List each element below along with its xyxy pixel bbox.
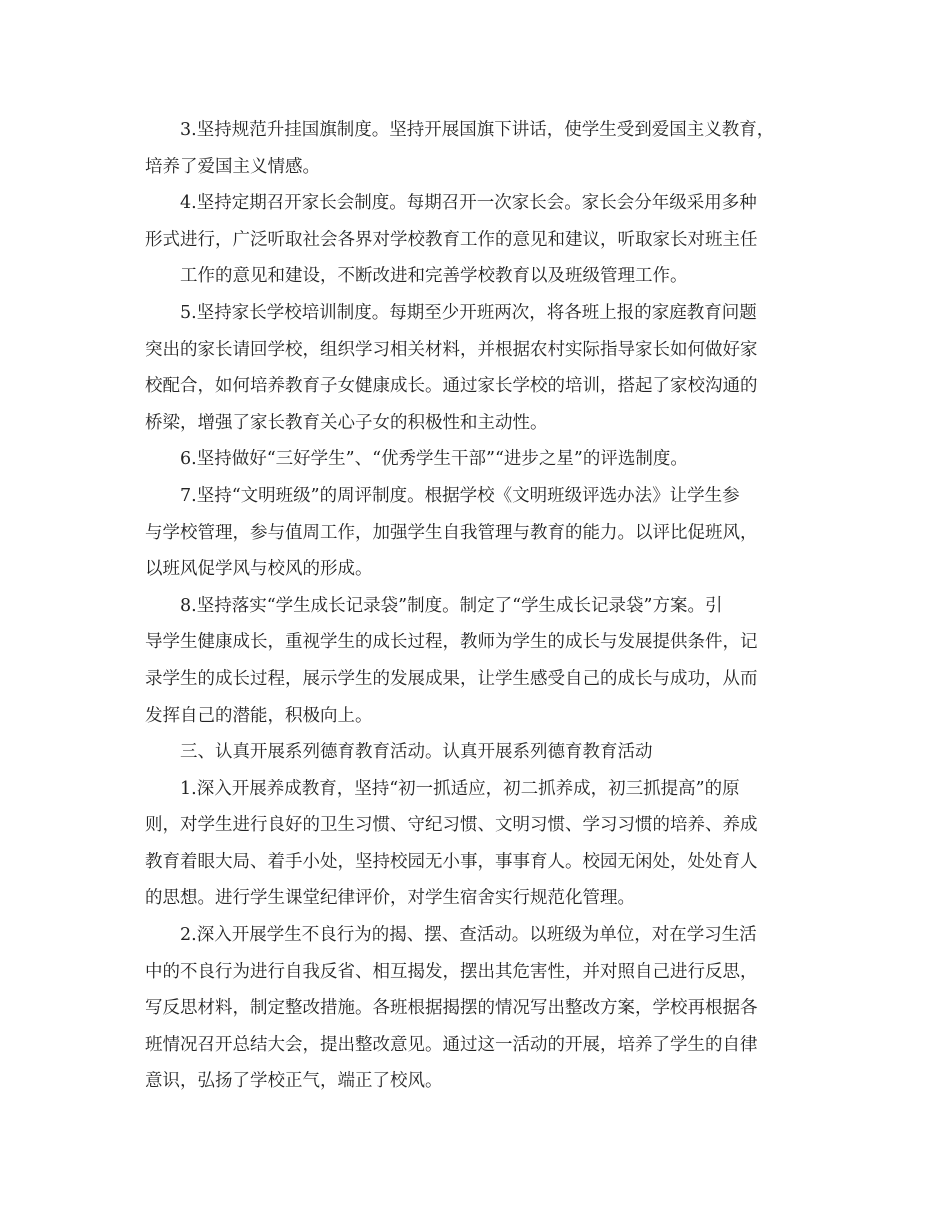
text-line: 1.深入开展养成教育，坚持“初一抓适应，初二抓养成，初三抓提高”的原 <box>180 778 740 799</box>
text-line: 8.坚持落实“学生成长记录袋”制度。制定了“学生成长记录袋”方案。引 <box>180 595 723 616</box>
text-line: 校配合，如何培养教育子女健康成长。通过家长学校的培训，搭起了家校沟通的 <box>145 376 758 397</box>
text-line: 的思想。进行学生课堂纪律评价，对学生宿舍实行规范化管理。 <box>145 888 635 909</box>
text-line: 意识，弘扬了学校正气，端正了校风。 <box>145 1071 443 1092</box>
text-line: 4.坚持定期召开家长会制度。每期召开一次家长会。家长会分年级采用多种 <box>180 193 757 214</box>
text-line: 7.坚持“文明班级”的周评制度。根据学校《文明班级评选办法》让学生参 <box>180 485 740 506</box>
text-line: 2.深入开展学生不良行为的揭、摆、查活动。以班级为单位，对在学习生活 <box>180 925 757 946</box>
text-line: 形式进行，广泛听取社会各界对学校教育工作的意见和建议，听取家长对班主任 <box>145 229 758 250</box>
text-line: 导学生健康成长，重视学生的成长过程，教师为学生的成长与发展提供条件，记 <box>145 632 758 653</box>
text-line: 桥梁，增强了家长教育关心子女的积极性和主动性。 <box>145 412 548 433</box>
text-line: 5.坚持家长学校培训制度。每期至少开班两次，将各班上报的家庭教育问题 <box>180 302 757 323</box>
text-line: 与学校管理，参与值周工作，加强学生自我管理与教育的能力。以评比促班风， <box>145 522 758 543</box>
text-line: 3.坚持规范升挂国旗制度。坚持开展国旗下讲话，使学生受到爱国主义教育， <box>180 120 775 140</box>
text-line: 录学生的成长过程，展示学生的发展成果，让学生感受自己的成长与成功，从而 <box>145 668 758 689</box>
text-line: 中的不良行为进行自我反省、相互揭发，摆出其危害性，并对照自己进行反思， <box>145 961 758 982</box>
text-line: 班情况召开总结大会，提出整改意见。通过这一活动的开展，培养了学生的自律 <box>145 1034 758 1055</box>
text-line: 则，对学生进行良好的卫生习惯、守纪习惯、文明习惯、学习习惯的培养、养成 <box>145 815 758 836</box>
text-line: 发挥自己的潜能，积极向上。 <box>145 705 373 726</box>
text-line: 以班风促学风与校风的形成。 <box>145 559 373 580</box>
text-line: 6.坚持做好“三好学生”、“优秀学生干部”“进步之星”的评选制度。 <box>180 449 688 470</box>
text-line: 教育着眼大局、着手小处，坚持校园无小事，事事育人。校园无闲处，处处育人 <box>145 851 758 872</box>
document-body <box>145 112 810 1100</box>
text-line: 写反思材料，制定整改措施。各班根据揭摆的情况写出整改方案，学校再根据各 <box>145 998 758 1019</box>
text-line: 培养了爱国主义情感。 <box>145 156 320 177</box>
text-line: 工作的意见和建设，不断改进和完善学校教育以及班级管理工作。 <box>180 266 688 287</box>
text-line: 三、认真开展系列德育教育活动。认真开展系列德育教育活动 <box>180 742 653 763</box>
text-line: 突出的家长请回学校，组织学习相关材料，并根据农村实际指导家长如何做好家 <box>145 339 758 360</box>
